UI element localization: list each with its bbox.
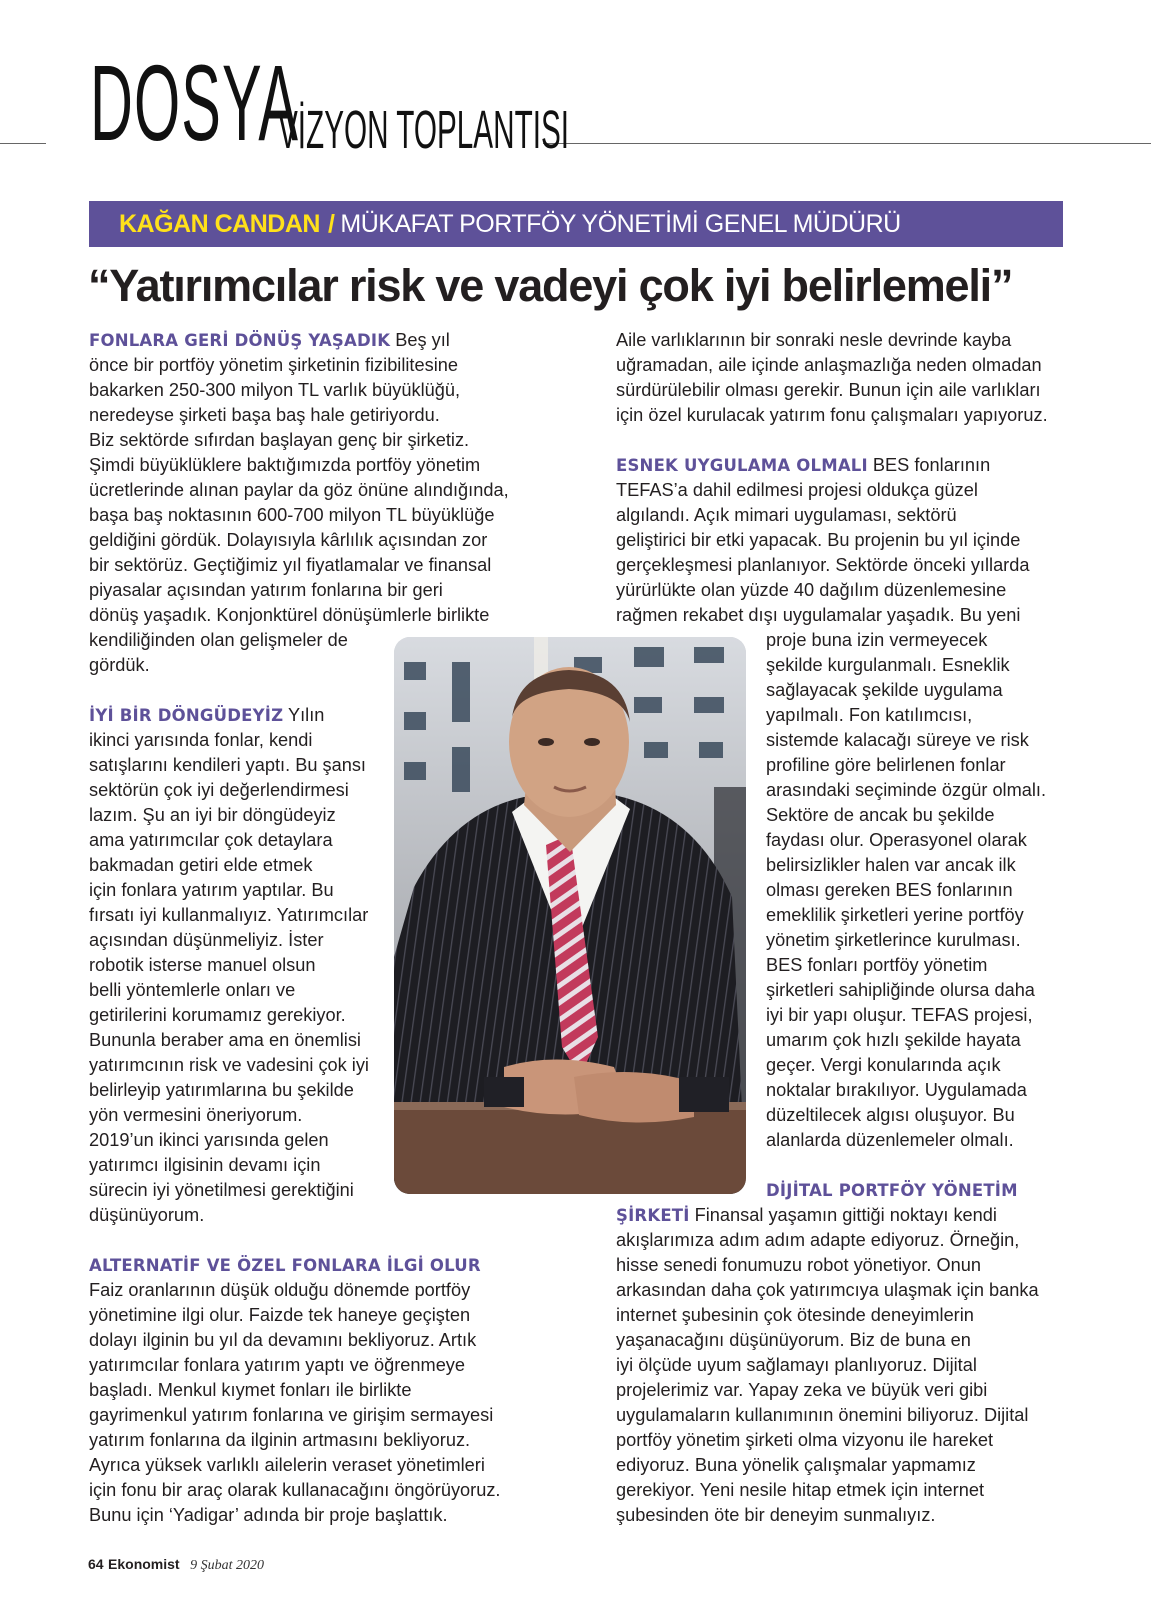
text-line: getirilerini korumamız gerekiyor. <box>89 1005 346 1025</box>
text-line: algılandı. Açık mimari uygulaması, sektörü <box>616 505 957 525</box>
text-line: dolayı ilginin bu yıl da devamını bekliyoruz. Artık <box>89 1330 477 1350</box>
text-line: rağmen rekabet dışı uygulamalar yaşadık. Bu yeni <box>616 605 1021 625</box>
text-line: Sektöre de ancak bu şekilde <box>766 805 995 825</box>
text-line: yatırımcı ilgisinin devamı için <box>89 1155 321 1175</box>
speaker-name: KAĞAN CANDAN <box>119 209 320 238</box>
text-line: proje buna izin vermeyecek <box>766 630 988 650</box>
text-line: projelerimiz var. Yapay zeka ve büyük veri gibi <box>616 1380 988 1400</box>
text-line: geldiğini gördük. Dolayısıyla kârlılık açısından zor <box>89 530 488 550</box>
text-line: için özel kurulacak yatırım fonu çalışmaları yapıyoruz. <box>616 405 1048 425</box>
paragraph <box>616 328 1061 428</box>
subsection-title: VİZYON TOPLANTISI <box>278 100 570 160</box>
text-line: Finansal yaşamın gittiği noktayı kendi <box>694 1205 997 1225</box>
text-line: şirketleri sahipliğinde olursa daha <box>766 980 1035 1000</box>
text-line: ama yatırımcılar çok detaylara <box>89 830 333 850</box>
text-line: bakmadan getiri elde etmek <box>89 855 313 875</box>
text-line: şekilde kurgulanmalı. Esneklik <box>766 655 1010 675</box>
text-line: belirleyip yatırımlarına bu şekilde <box>89 1080 354 1100</box>
subheading: FONLARA GERİ DÖNÜŞ YAŞADIK <box>89 331 391 350</box>
text-line: önce bir portföy yönetim şirketinin fizibilitesine <box>89 355 458 375</box>
text-line: bakarken 250-300 milyon TL varlık büyüklüğü, <box>89 380 461 400</box>
page-number: 64 <box>88 1556 104 1572</box>
text-line: umarım çok hızlı şekilde hayata <box>766 1030 1021 1050</box>
text-line: piyasalar açısından yatırım fonlarına bir geri <box>89 580 443 600</box>
text-line: TEFAS’a dahil edilmesi projesi oldukça güzel <box>616 480 978 500</box>
text-line: sektörün çok iyi değerlendirmesi <box>89 780 349 800</box>
text-line: açısından düşünmeliyiz. İster <box>89 930 324 950</box>
text-line: lazım. Şu an iyi bir döngüdeyiz <box>89 805 336 825</box>
text-line: arkasından daha çok yatırımcıya ulaşmak için banka <box>616 1280 1039 1300</box>
text-line: portföy yönetim şirketi olma vizyonu ile hareket <box>616 1430 994 1450</box>
text-line: yaşanacağını düşünüyorum. Biz de buna en <box>616 1330 971 1350</box>
speaker-banner <box>89 201 1063 247</box>
text-line: yatırımcının risk ve vadesini çok iyi <box>89 1055 369 1075</box>
text-line: sağlayacak şekilde uygulama <box>766 680 1003 700</box>
text-line: Faiz oranlarının düşük olduğu dönemde portföy <box>89 1280 471 1300</box>
article-headline: “Yatırımcılar risk ve vadeyi çok iyi belirlemeli” <box>88 260 1013 311</box>
subheading: ESNEK UYGULAMA OLMALI <box>616 456 868 475</box>
text-line: Beş yıl <box>395 330 450 350</box>
paragraph <box>89 328 529 678</box>
text-line: faydası olur. Operasyonel olarak <box>766 830 1027 850</box>
text-line: yürürlükte olan yüzde 40 dağılım düzenlemesine <box>616 580 1007 600</box>
text-line: gördük. <box>89 655 150 675</box>
text-line: bir sektörüz. Geçtiğimiz yıl fiyatlamalar ve finansal <box>89 555 492 575</box>
text-line: internet şubesinin çok ötesinde deneyimlerin <box>616 1305 974 1325</box>
text-line: Aile varlıklarının bir sonraki nesle devrinde kayba <box>616 330 1012 350</box>
text-line: BES fonlarının <box>872 455 991 475</box>
text-line: sistemde kalacağı süreye ve risk <box>766 730 1029 750</box>
text-line: alanlarda düzenlemeler olmalı. <box>766 1130 1014 1150</box>
magazine-name: Ekonomist <box>108 1556 180 1572</box>
text-line: arasındaki seçiminde özgür olmalı. <box>766 780 1047 800</box>
text-line: 2019’un ikinci yarısında gelen <box>89 1130 329 1150</box>
text-line: ikinci yarısında fonlar, kendi <box>89 730 313 750</box>
banner-separator: / <box>327 209 335 238</box>
text-line: yapılmalı. Fon katılımcısı, <box>766 705 973 725</box>
text-line: BES fonları portföy yönetim <box>766 955 988 975</box>
text-line: olması gereken BES fonlarının <box>766 880 1013 900</box>
section-title: DOSYA <box>90 42 300 163</box>
subheading: DİJİTAL PORTFÖY YÖNETİM <box>766 1181 1018 1200</box>
text-line: Bunu için ‘Yadigar’ adında bir proje başlattık. <box>89 1505 448 1525</box>
text-line: gerekiyor. Yeni nesile hitap etmek için internet <box>616 1480 985 1500</box>
text-line: robotik isterse manuel olsun <box>89 955 316 975</box>
text-line: sürdürülebilir olması gerekir. Bunun için aile varlıkları <box>616 380 1041 400</box>
text-line: geçer. Vergi konularında açık <box>766 1055 1001 1075</box>
text-line: için fonlara yatırım yaptılar. Bu <box>89 880 334 900</box>
text-line: ediyoruz. Buna yönelik çalışmalar yapmamız <box>616 1455 976 1475</box>
text-line: Biz sektörde sıfırdan başlayan genç bir şirketiz. <box>89 430 470 450</box>
text-line: profiline göre belirlenen fonlar <box>766 755 1006 775</box>
page-footer <box>88 1556 264 1574</box>
text-line: dönüş yaşadık. Konjonktürel dönüşümlerle birlikte <box>89 605 490 625</box>
text-line: yönetim şirketlerince kurulması. <box>766 930 1021 950</box>
text-line: kendiliğinden olan gelişmeler de <box>89 630 348 650</box>
text-line: iyi bir yapı oluşur. TEFAS projesi, <box>766 1005 1033 1025</box>
text-line: gayrimenkul yatırım fonlarına ve girişim sermayesi <box>89 1405 494 1425</box>
text-line: başladı. Menkul kıymet fonları ile birlikte <box>89 1380 412 1400</box>
text-line: Yılın <box>287 705 325 725</box>
text-line: sürecin iyi yönetilmesi gerektiğini <box>89 1180 354 1200</box>
text-line: Ayrıca yüksek varlıklı ailelerin veraset yönetimleri <box>89 1455 485 1475</box>
text-line: belirsizlikler halen var ancak ilk <box>766 855 1016 875</box>
text-line: için fonu bir araç olarak kullanacağını öngörüyoruz. <box>89 1480 501 1500</box>
text-line: şubesinden öte bir deneyim sunmalıyız. <box>616 1505 936 1525</box>
text-line: belli yöntemlerle onları ve <box>89 980 296 1000</box>
text-line: neredeyse şirketi başa baş hale getiriyordu. <box>89 405 440 425</box>
issue-date: 9 Şubat 2020 <box>190 1558 264 1573</box>
paragraph <box>89 1253 529 1528</box>
text-line: düşünüyorum. <box>89 1205 205 1225</box>
text-line: yönetimine ilgi olur. Faizde tek haneye geçişten <box>89 1305 471 1325</box>
text-line: fırsatı iyi kullanmalıyız. Yatırımcılar <box>89 905 369 925</box>
text-line: yön vermesini öneriyorum. <box>89 1105 303 1125</box>
speaker-title: MÜKAFAT PORTFÖY YÖNETİMİ GENEL MÜDÜRÜ <box>340 209 901 238</box>
subheading: İYİ BİR DÖNGÜDEYİZ <box>89 706 284 725</box>
text-line: ücretlerinde alınan paylar da göz önüne alındığında, <box>89 480 509 500</box>
text-line: iyi ölçüde uyum sağlamayı planlıyoruz. Dijital <box>616 1355 977 1375</box>
text-line: yatırım fonlarına da ilginin artmasını bekliyoruz. <box>89 1430 471 1450</box>
text-line: gerçekleşmesi planlanıyor. Sektörde önceki yıllarda <box>616 555 1030 575</box>
text-line: hisse senedi fonumuzu robot yönetiyor. Onun <box>616 1255 981 1275</box>
text-line: Şimdi büyüklüklere baktığımızda portföy yönetim <box>89 455 481 475</box>
text-line: akışlarımıza adım adım adapte ediyoruz. Örneğin, <box>616 1230 1020 1250</box>
subheading: ALTERNATİF VE ÖZEL FONLARA İLGİ OLUR <box>89 1256 481 1275</box>
text-line: yatırımcılar fonlara yatırım yaptı ve öğrenmeye <box>89 1355 466 1375</box>
text-line: noktalar bırakılıyor. Uygulamada <box>766 1080 1027 1100</box>
text-line: satışlarını kendileri yaptı. Bu şansı <box>89 755 366 775</box>
text-line: Bununla beraber ama en önemlisi <box>89 1030 361 1050</box>
text-line: düzeltilecek algısı oluşuyor. Bu <box>766 1105 1015 1125</box>
text-line: başa baş noktasının 600-700 milyon TL büyüklüğe <box>89 505 495 525</box>
paragraph <box>616 1203 1061 1528</box>
subheading: ŞİRKETİ <box>616 1206 690 1225</box>
text-line: uğramadan, aile içinde anlaşmazlığa neden olmadan <box>616 355 1042 375</box>
speaker-portrait-photo <box>394 637 746 1194</box>
text-line: uygulamaların kullanımının önemini biliyoruz. Dijital <box>616 1405 1029 1425</box>
paragraph <box>616 453 1061 628</box>
text-line: emeklilik şirketleri yerine portföy <box>766 905 1024 925</box>
text-line: geliştirici bir etki yapacak. Bu projenin bu yıl içinde <box>616 530 1021 550</box>
header-rule-left <box>0 143 46 144</box>
header-rule-right <box>543 143 1151 144</box>
